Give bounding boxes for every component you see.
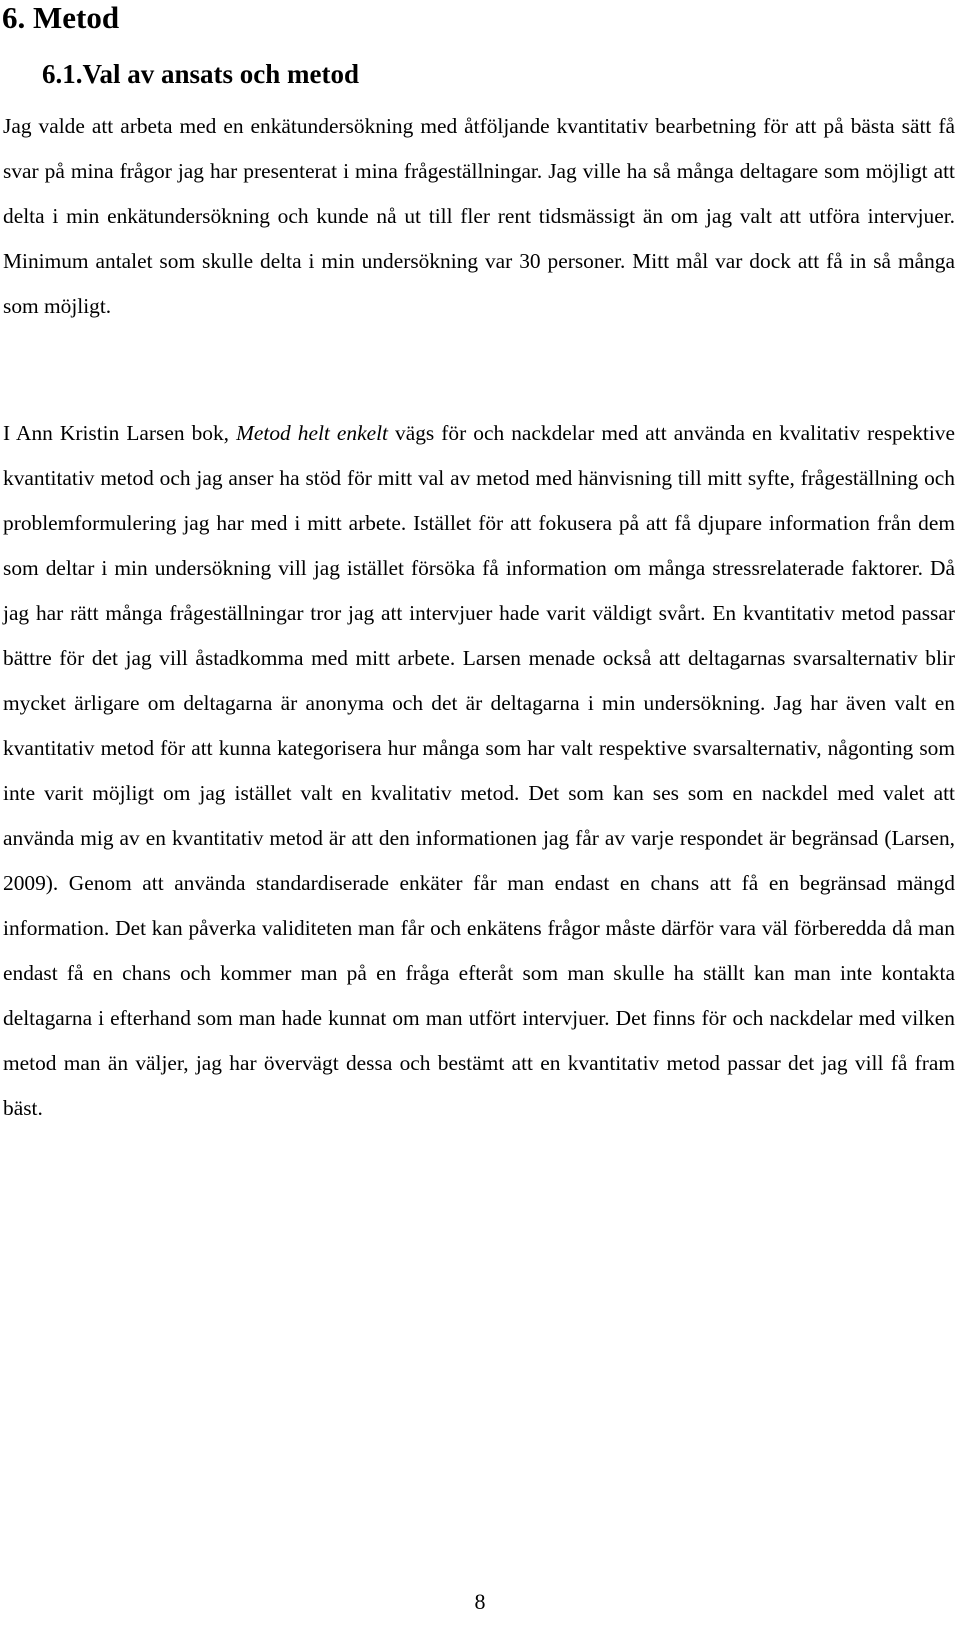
- paragraph-text-before-title: I Ann Kristin Larsen bok,: [3, 421, 237, 445]
- page-number: 8: [474, 1589, 486, 1614]
- section-heading: 6. Metod: [2, 0, 120, 35]
- paragraph-method-justification: [3, 411, 955, 1131]
- book-title: Metod helt enkelt: [236, 421, 388, 445]
- subsection-heading: 6.1.Val av ansats och metod: [42, 59, 360, 89]
- paragraph-method-choice: Jag valde att arbeta med en enkätundersökning med åtföljande kvantitativ bearbetning för att på bästa sätt få svar på mina frågor jag har presenterat i mina frågeställningar. Jag ville ha så många deltagare som möjligt att delta i min enkätundersökning och kunde nå ut till fler rent tidsmässigt än om jag valt att utföra intervjuer. Minimum antalet som skulle delta i min undersökning var 30 personer. Mitt mål var dock att få in så många som möjligt.: [3, 114, 955, 318]
- paragraph-text-after-title: vägs för och nackdelar med att använda en kvalitativ respektive kvantitativ metod och jag anser ha stöd för mitt val av metod med hänvisning till mitt syfte, frågeställning och problemformulering jag har med i mitt arbete. Istället för att fokusera på att få djupare information från dem som deltar i min undersökning vill jag istället försöka få information om många stressrelaterade faktorer. Då jag har rätt många frågeställningar tror jag att intervjuer hade varit väldigt svårt. En kvantitativ metod passar bättre för det jag vill åstadkomma med mitt arbete. Larsen menade också att deltagarnas svarsalternativ blir mycket ärligare om deltagarna är anonyma och det är deltagarna i min undersökning. Jag har även valt en kvantitativ metod för att kunna kategorisera hur många som har valt respektive svarsalternativ, någonting som inte varit möjligt om jag istället valt en kvalitativ metod. Det som kan ses som en nackdel med valet att använda mig av en kvantitativ metod är att den informationen jag får av varje respondet är begränsad (Larsen, 2009). Genom att använda standardiserade enkäter får man endast en chans att få en begränsad mängd information. Det kan påverka validiteten man får och enkätens frågor måste därför vara väl förberedda då man endast få en chans och kommer man på en fråga efteråt som man skulle ha ställt kan man inte kontakta deltagarna i efterhand som man hade kunnat om man utfört intervjuer. Det finns för och nackdelar med vilken metod man än väljer, jag har övervägt dessa och bestämt att en kvantitativ metod passar det jag vill få fram bäst.: [3, 421, 956, 1120]
